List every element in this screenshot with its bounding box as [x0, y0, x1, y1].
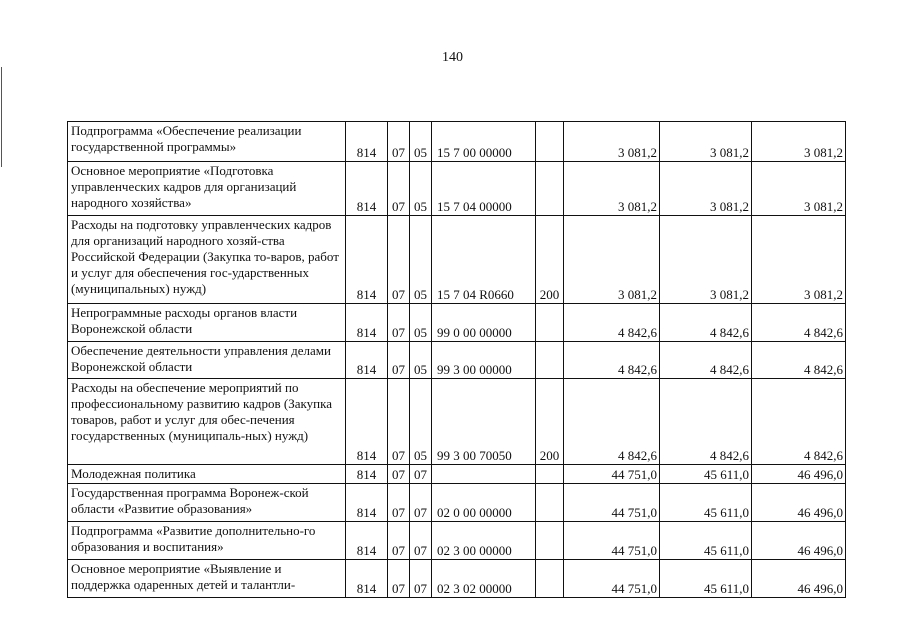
- row-name-cell: Основное мероприятие «Подготовка управленческих кадров для организаций народного хозяйства»: [68, 162, 346, 216]
- expense-type-cell: [536, 304, 564, 342]
- section-code-cell: 07: [388, 122, 410, 162]
- target-article-cell: [432, 465, 536, 484]
- section-code-cell: 07: [388, 484, 410, 522]
- subsection-code-cell: 07: [410, 560, 432, 598]
- amount-year1-cell: 4 842,6: [564, 379, 660, 465]
- ved-code-cell: 814: [346, 216, 388, 304]
- amount-year2-cell: 45 611,0: [660, 484, 752, 522]
- amount-year3-cell: 46 496,0: [752, 560, 846, 598]
- row-name-cell: Подпрограмма «Обеспечение реализации государственной программы»: [68, 122, 346, 162]
- subsection-code-cell: 05: [410, 216, 432, 304]
- amount-year1-cell: 44 751,0: [564, 465, 660, 484]
- expense-type-cell: 200: [536, 216, 564, 304]
- amount-year2-cell: 4 842,6: [660, 379, 752, 465]
- amount-year3-cell: 46 496,0: [752, 465, 846, 484]
- section-code-cell: 07: [388, 304, 410, 342]
- ved-code-cell: 814: [346, 162, 388, 216]
- target-article-cell: 02 3 00 00000: [432, 522, 536, 560]
- table-row: [68, 560, 846, 598]
- expense-type-cell: [536, 342, 564, 379]
- expense-type-cell: [536, 560, 564, 598]
- row-name-cell: Обеспечение деятельности управления делами Воронежской области: [68, 342, 346, 379]
- ved-code-cell: 814: [346, 484, 388, 522]
- ved-code-cell: 814: [346, 122, 388, 162]
- expense-type-cell: [536, 484, 564, 522]
- section-code-cell: 07: [388, 560, 410, 598]
- subsection-code-cell: 07: [410, 484, 432, 522]
- amount-year2-cell: 3 081,2: [660, 122, 752, 162]
- section-code-cell: 07: [388, 162, 410, 216]
- table-row: [68, 379, 846, 465]
- target-article-cell: 15 7 00 00000: [432, 122, 536, 162]
- section-code-cell: 07: [388, 522, 410, 560]
- amount-year1-cell: 4 842,6: [564, 304, 660, 342]
- ved-code-cell: 814: [346, 560, 388, 598]
- target-article-cell: 99 0 00 00000: [432, 304, 536, 342]
- margin-rule: [1, 67, 2, 167]
- target-article-cell: 15 7 04 R0660: [432, 216, 536, 304]
- amount-year3-cell: 4 842,6: [752, 342, 846, 379]
- amount-year3-cell: 4 842,6: [752, 379, 846, 465]
- section-code-cell: 07: [388, 216, 410, 304]
- subsection-code-cell: 07: [410, 522, 432, 560]
- expense-type-cell: [536, 122, 564, 162]
- amount-year3-cell: 46 496,0: [752, 522, 846, 560]
- row-name-cell: Молодежная политика: [68, 465, 346, 484]
- table-row: [68, 122, 846, 162]
- subsection-code-cell: 05: [410, 304, 432, 342]
- subsection-code-cell: 05: [410, 379, 432, 465]
- expense-type-cell: [536, 465, 564, 484]
- ved-code-cell: 814: [346, 522, 388, 560]
- amount-year2-cell: 45 611,0: [660, 465, 752, 484]
- amount-year2-cell: 3 081,2: [660, 216, 752, 304]
- amount-year2-cell: 4 842,6: [660, 304, 752, 342]
- amount-year1-cell: 3 081,2: [564, 216, 660, 304]
- amount-year3-cell: 3 081,2: [752, 162, 846, 216]
- target-article-cell: 02 3 02 00000: [432, 560, 536, 598]
- subsection-code-cell: 07: [410, 465, 432, 484]
- table-row: [68, 465, 846, 484]
- amount-year1-cell: 44 751,0: [564, 560, 660, 598]
- amount-year3-cell: 3 081,2: [752, 122, 846, 162]
- page-number: 140: [442, 50, 463, 65]
- expense-type-cell: [536, 162, 564, 216]
- table-row: [68, 216, 846, 304]
- amount-year1-cell: 3 081,2: [564, 122, 660, 162]
- amount-year1-cell: 44 751,0: [564, 484, 660, 522]
- amount-year2-cell: 45 611,0: [660, 522, 752, 560]
- table-row: [68, 304, 846, 342]
- section-code-cell: 07: [388, 342, 410, 379]
- row-name-cell: Основное мероприятие «Выявление и поддержка одаренных детей и талантли-: [68, 560, 346, 598]
- table-row: [68, 162, 846, 216]
- row-name-cell: Расходы на подготовку управленческих кадров для организаций народного хозяй-ства Российской Федерации (Закупка то-варов, работ и услуг для обеспечения гос-ударственных (муниципальных) нужд): [68, 216, 346, 304]
- expense-type-cell: [536, 522, 564, 560]
- amount-year1-cell: 3 081,2: [564, 162, 660, 216]
- section-code-cell: 07: [388, 465, 410, 484]
- target-article-cell: 02 0 00 00000: [432, 484, 536, 522]
- ved-code-cell: 814: [346, 379, 388, 465]
- amount-year2-cell: 4 842,6: [660, 342, 752, 379]
- subsection-code-cell: 05: [410, 162, 432, 216]
- amount-year3-cell: 4 842,6: [752, 304, 846, 342]
- row-name-cell: Государственная программа Воронеж-ской области «Развитие образования»: [68, 484, 346, 522]
- amount-year2-cell: 3 081,2: [660, 162, 752, 216]
- section-code-cell: 07: [388, 379, 410, 465]
- target-article-cell: 99 3 00 00000: [432, 342, 536, 379]
- amount-year1-cell: 4 842,6: [564, 342, 660, 379]
- subsection-code-cell: 05: [410, 122, 432, 162]
- ved-code-cell: 814: [346, 342, 388, 379]
- amount-year3-cell: 3 081,2: [752, 216, 846, 304]
- table-row: [68, 522, 846, 560]
- target-article-cell: 15 7 04 00000: [432, 162, 536, 216]
- amount-year3-cell: 46 496,0: [752, 484, 846, 522]
- row-name-cell: Расходы на обеспечение мероприятий по профессиональному развитию кадров (Закупка товаров, работ и услуг для обес-печения государственных (муниципаль-ных) нужд): [68, 379, 346, 465]
- table-row: [68, 484, 846, 522]
- row-name-cell: Непрограммные расходы органов власти Воронежской области: [68, 304, 346, 342]
- amount-year2-cell: 45 611,0: [660, 560, 752, 598]
- table-row: [68, 342, 846, 379]
- ved-code-cell: 814: [346, 465, 388, 484]
- amount-year1-cell: 44 751,0: [564, 522, 660, 560]
- subsection-code-cell: 05: [410, 342, 432, 379]
- expense-type-cell: 200: [536, 379, 564, 465]
- budget-table: [67, 121, 846, 598]
- ved-code-cell: 814: [346, 304, 388, 342]
- row-name-cell: Подпрограмма «Развитие дополнительно-го образования и воспитания»: [68, 522, 346, 560]
- target-article-cell: 99 3 00 70050: [432, 379, 536, 465]
